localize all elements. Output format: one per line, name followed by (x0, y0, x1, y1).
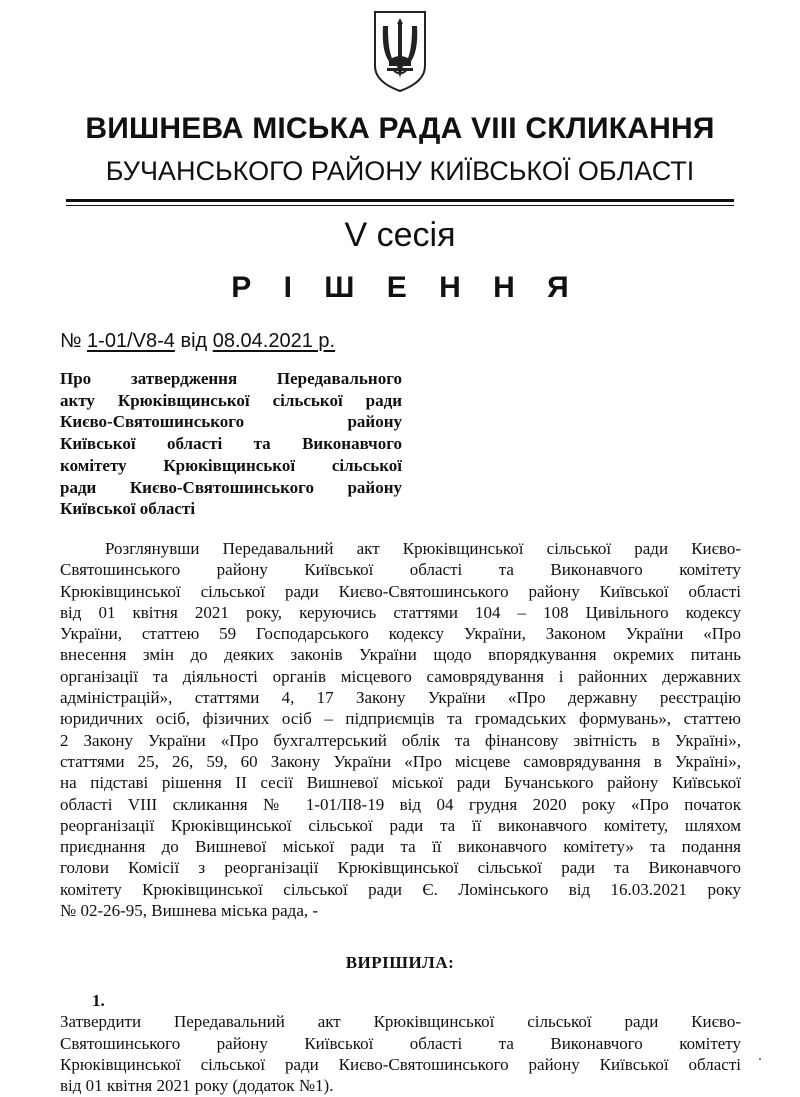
decree-number-prefix: № (60, 330, 82, 352)
resolved-heading: ВИРІШИЛА: (345, 953, 455, 972)
item-line (60, 990, 741, 1033)
decree-number: 1-01/V8-4 (87, 330, 175, 352)
preamble-line: від 01 квітня 2021 року, керуючись статтями 104 – 108 Цивільного кодексу (60, 602, 741, 622)
preamble-line: адміністрацій», статтями 4, 17 Закону України «Про державну реєстрацію (60, 688, 741, 708)
subject-line: акту Крюківщинської сільської ради (60, 390, 402, 410)
preamble-line: України, статтею 59 Господарського кодексу України, Законом України «Про (60, 624, 741, 644)
preamble-line: статтями 25, 26, 59, 60 Закону України «Про місцеве самоврядування в Україні», (60, 751, 741, 771)
preamble-paragraph (60, 538, 741, 921)
council-name: ВИШНЕВА МІСЬКА РАДА VIII СКЛИКАННЯ (85, 112, 715, 145)
item-number: 1. (92, 991, 105, 1010)
preamble-line: приєднання до Вишневої міської ради та її виконавчого комітету» та подання (60, 837, 741, 857)
preamble-line: реорганізації Крюківщинської сільської ради та її виконавчого комітету, шляхом (60, 815, 741, 835)
subject-line: Київської області та Виконавчого (60, 434, 402, 454)
preamble-line: Крюківщинської сільської ради Києво-Святошинського району Київської області (60, 581, 741, 601)
decree-date: 08.04.2021 р. (212, 330, 336, 352)
district-name: БУЧАНСЬКОГО РАЙОНУ КИЇВСЬКОЇ ОБЛАСТІ (105, 156, 695, 186)
preamble-line: комітету Крюківщинської сільської ради Є. Ломінського від 16.03.2021 року (60, 879, 741, 899)
subject-line: комітету Крюківщинської сільської (60, 455, 402, 475)
item-line: Святошинського району Київської області та Виконавчого комітету (60, 1033, 741, 1053)
preamble-line: Розглянувши Передавальний акт Крюківщинської сільської ради Києво- (105, 539, 741, 558)
coat-of-arms-icon (371, 8, 429, 94)
scan-speck (759, 1058, 761, 1060)
preamble-line: голови Комісії з реорганізації Крюківщинської сільської ради та Виконавчого (60, 858, 741, 878)
preamble-line: № 02-26-95, Вишнева міська рада, - (60, 901, 319, 921)
item-line: від 01 квітня 2021 року (додаток №1). (60, 1076, 334, 1096)
subject-line: Про затвердження Передавального (60, 369, 402, 388)
preamble-line: організації та діяльності органів місцевого самоврядування і районних державних (60, 666, 741, 686)
item-line: Крюківщинської сільської ради Києво-Святошинського району Київської області (60, 1054, 741, 1074)
preamble-line: внесення змін до деяких законів України щодо впорядкування окремих питань (60, 645, 741, 665)
preamble-line: юридичних осіб, фізичних осіб – підприємців та громадських формувань», статтею (60, 709, 741, 729)
session-title: V сесія (344, 216, 456, 254)
subject-line: ради Києво-Святошинського району (60, 477, 402, 497)
decree-date-prefix: від (180, 330, 208, 352)
preamble-line: Святошинського району Київської області та Виконавчого комітету (60, 560, 741, 580)
preamble-line: 2 Закону України «Про бухгалтерський облік та фінансову звітність в Україні», (60, 730, 741, 750)
resolution-item-1 (60, 990, 741, 1096)
subject-line: Київської області (60, 499, 196, 519)
item-line-text: Затвердити Передавальний акт Крюківщинської сільської ради Києво- (60, 1012, 741, 1032)
preamble-line: на підставі рішення II сесії Вишневої міської ради Бучанського району Київської (60, 773, 741, 793)
decree-number-line (60, 330, 335, 353)
decision-subject (60, 368, 402, 520)
header-divider-thick (66, 199, 734, 202)
subject-line: Києво-Святошинського району (60, 412, 402, 432)
header-divider-thin (66, 205, 734, 206)
document-type: Р І Ш Е Н Н Я (231, 271, 581, 304)
preamble-line: області VIII скликання № 1-01/II8-19 від 04 грудня 2020 року «Про початок (60, 794, 741, 814)
